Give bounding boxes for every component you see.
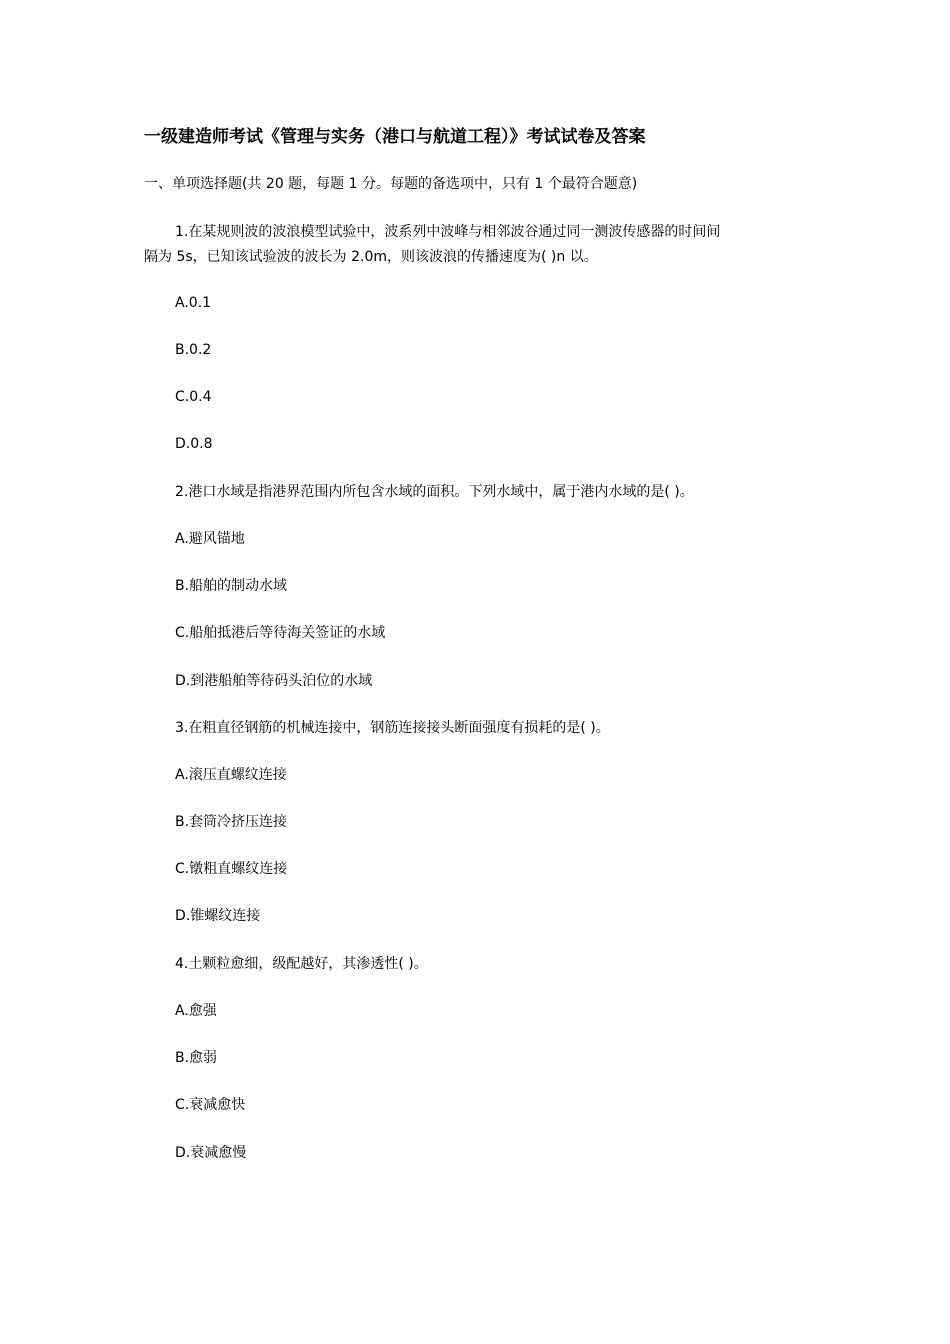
question-3-option-a: A.滚压直螺纹连接: [175, 767, 287, 783]
question-2-option-a: A.避风锚地: [175, 531, 245, 547]
question-2-option-b: B.船舶的制动水域: [175, 578, 288, 594]
question-1-option-a: A.0.1: [175, 295, 212, 311]
question-3-stem: 3.在粗直径钢筋的机械连接中，钢筋连接接头断面强度有损耗的是( )。: [175, 720, 610, 736]
question-3-option-d: D.锥螺纹连接: [175, 908, 261, 924]
question-4-option-c: C.衰减愈快: [175, 1097, 246, 1113]
question-1-stem-line-2: 隔为 5s，已知该试验波的波长为 2.0m，则该波浪的传播速度为( )n 以。: [144, 249, 598, 265]
question-3-option-c: C.镦粗直螺纹连接: [175, 861, 288, 877]
question-2-option-c: C.船舶抵港后等待海关签证的水域: [175, 625, 386, 641]
question-4-option-a: A.愈强: [175, 1003, 217, 1019]
question-4-stem: 4.土颗粒愈细，级配越好，其渗透性( )。: [175, 956, 428, 972]
question-4-option-d: D.衰减愈慢: [175, 1145, 247, 1161]
question-1-stem-line-1: 1.在某规则波的波浪模型试验中，波系列中波峰与相邻波谷通过同一测波传感器的时间间: [175, 224, 721, 240]
question-4-option-b: B.愈弱: [175, 1050, 218, 1066]
question-1-option-c: C.0.4: [175, 389, 212, 405]
section-heading: 一、单项选择题(共 20 题，每题 1 分。每题的备选项中，只有 1 个最符合题意): [144, 176, 638, 192]
question-2-stem: 2.港口水域是指港界范围内所包含水域的面积。下列水域中，属于港内水域的是( )。: [175, 484, 694, 500]
document-title: 一级建造师考试《管理与实务（港口与航道工程）》考试试卷及答案: [144, 127, 646, 147]
question-3-option-b: B.套筒冷挤压连接: [175, 814, 288, 830]
question-1-option-d: D.0.8: [175, 436, 213, 452]
question-1-option-b: B.0.2: [175, 342, 212, 358]
question-2-option-d: D.到港船舶等待码头泊位的水域: [175, 673, 373, 689]
